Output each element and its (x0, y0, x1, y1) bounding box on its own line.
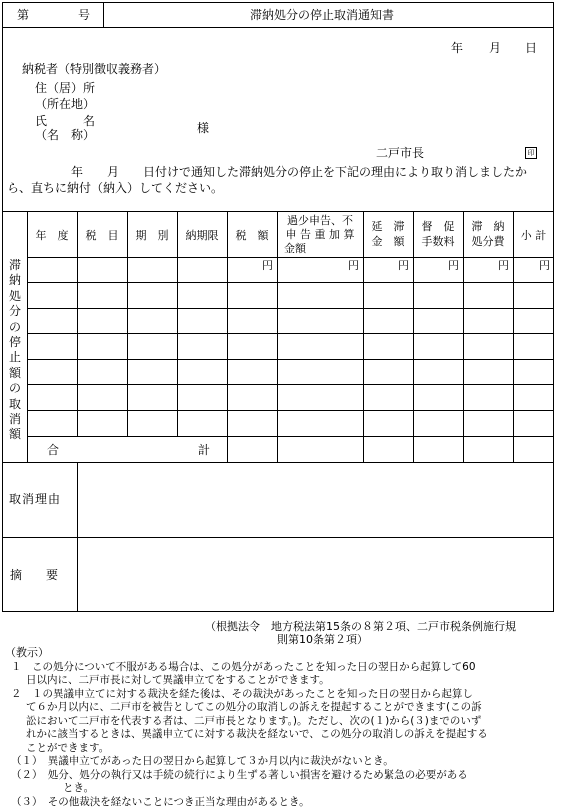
col-divider-6 (363, 211, 364, 462)
notice-line: １ この処分について不服がある場合は、この処分があったことを知った日の翌日から起算して60 (11, 661, 476, 673)
col-divider-8 (463, 211, 464, 462)
col-header-due-date: 納期限 (185, 229, 219, 242)
number-prefix: 第 (17, 8, 30, 22)
taxpayer-name-label: 氏 名 (35, 114, 96, 128)
body-text-line2: ら、直ちに納付（納入）してください。 (7, 181, 224, 195)
notice-line: （１） 異議申立てがあった日の翌日から起算して３か月以内に裁決がないとき。 (11, 755, 394, 767)
issuer-name: 二戸市長 (376, 146, 425, 160)
col-header-tax-amount: 税 額 (235, 229, 269, 242)
remarks-label: 摘 要 (10, 568, 59, 582)
notice-line: 訟において二戸市を代表する者は、二戸市長となります。)。ただし、次の(１)から(３)までのいず (26, 715, 482, 727)
col-divider-4 (227, 211, 228, 462)
notice-line: ２ １の異議申立てに対する裁決を経た後は、その裁決があったことを知った日の翌日から起算し (11, 688, 473, 700)
header-number-divider (103, 2, 104, 27)
unit-yen-dunning: 円 (448, 259, 459, 272)
reason-remarks-divider (2, 537, 554, 538)
notice-line: ことができます。 (26, 742, 110, 754)
table-row-line-7 (27, 436, 554, 437)
number-suffix: 号 (78, 8, 91, 22)
unit-yen-delinquency: 円 (398, 259, 409, 272)
taxpayer-heading: 納税者（特別徴収義務者） (22, 62, 167, 76)
notice-line: れかに該当するときは、異議申立てに対する裁決を経ないで、この処分の取消しの訴えを提起する (26, 728, 488, 740)
table-row-line-6 (27, 410, 554, 411)
legal-basis-line2: 則第10条第２項） (277, 633, 368, 646)
col-header-penalty-line2: 申 告 重 加 算 (285, 228, 355, 241)
col-header-period: 期 別 (135, 229, 169, 242)
date-year: 年 (451, 41, 464, 55)
notice-line: （３） その他裁決を経ないことにつき正当な理由があるとき。 (11, 796, 310, 808)
side-label-divider (27, 211, 28, 462)
table-row-line-5 (27, 384, 554, 385)
taxpayer-address-label: 住（居）所 (35, 81, 96, 95)
col-divider-1 (77, 211, 78, 436)
col-header-dunning-line2: 手数料 (421, 235, 455, 248)
notice-line: て６か月以内に、二戸市を被告としてこの処分の取消しの訴えを提起することができます(この訴 (26, 701, 482, 713)
col-header-delinquency-line1: 延 滞 (371, 220, 405, 233)
table-header-bottom (27, 257, 554, 258)
unit-yen-tax-amount: 円 (262, 259, 273, 272)
notice-line: とき。 (63, 782, 95, 794)
unit-yen-subtotal: 円 (539, 259, 550, 272)
date-month: 月 (489, 41, 502, 55)
table-bottom-border (2, 462, 554, 463)
table-row-line-4 (27, 359, 554, 360)
col-divider-3 (177, 211, 178, 436)
unit-yen-penalty: 円 (348, 259, 359, 272)
notice-heading: （教示） (5, 646, 49, 659)
col-divider-5 (277, 211, 278, 462)
document-title: 滞納処分の停止取消通知書 (250, 8, 395, 22)
col-header-fiscal-year: 年 度 (35, 229, 69, 242)
legal-basis-line1: （根拠法令 地方税法第15条の８第２項、二戸市税条例施行規 (205, 620, 516, 633)
col-divider-9 (513, 211, 514, 462)
table-side-label: 滞納処分の停止額の取消額 (8, 258, 21, 442)
table-row-line-2 (27, 308, 554, 309)
body-text-line1: 年 月 日付けで通知した滞納処分の停止を下記の理由により取り消しましたか (71, 165, 528, 179)
col-header-tax-item: 税 目 (85, 229, 119, 242)
header-divider (2, 27, 554, 28)
table-top-border (2, 211, 554, 212)
table-row-line-1 (27, 282, 554, 283)
unit-yen-disposition: 円 (498, 259, 509, 272)
col-header-penalty-line3: 金額 (284, 242, 306, 255)
table-row-line-3 (27, 333, 554, 334)
col-header-disposition-line2: 処分費 (471, 235, 505, 248)
col-divider-7 (413, 211, 414, 462)
notice-line: （２） 処分、処分の執行又は手続の続行により生ずる著しい損害を避けるため緊急の必要がある (11, 769, 468, 781)
date-day: 日 (525, 41, 538, 55)
col-divider-2 (127, 211, 128, 436)
honorific-sama: 様 (197, 121, 210, 135)
total-label-left: 合 (47, 443, 60, 457)
col-header-dunning-line1: 督 促 (421, 220, 455, 233)
reason-label: 取消理由 (9, 492, 62, 506)
total-label-right: 計 (198, 443, 211, 457)
col-header-penalty-line1: 過少申告、不 (287, 214, 353, 227)
col-header-subtotal: 小 計 (520, 229, 547, 242)
notice-line: 日以内に、二戸市長に対して異議申立てをすることができます。 (26, 674, 330, 686)
col-header-delinquency-line2: 金 額 (371, 235, 405, 248)
taxpayer-location-label: （所在地） (35, 97, 96, 111)
taxpayer-corporate-name-label: （名 称） (35, 128, 96, 142)
seal-icon: 印 (525, 147, 537, 159)
col-header-disposition-line1: 滞 納 (471, 220, 505, 233)
